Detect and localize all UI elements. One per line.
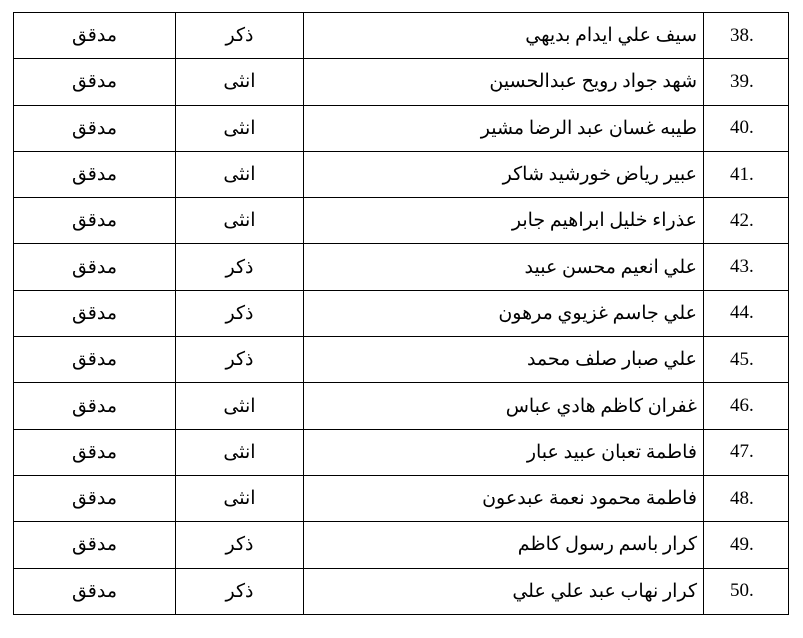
- table-row: [14, 290, 789, 336]
- row-number-cell: 44.: [704, 290, 789, 336]
- table-row: [14, 198, 789, 244]
- gender-cell: انثى: [176, 475, 304, 521]
- gender-cell: ذكر: [176, 522, 304, 568]
- table-row: [14, 59, 789, 105]
- row-number-cell: 47.: [704, 429, 789, 475]
- role-cell: مدقق: [14, 290, 176, 336]
- table-row: [14, 151, 789, 197]
- row-number-cell: 42.: [704, 198, 789, 244]
- name-cell: غفران كاظم هادي عباس: [304, 383, 704, 429]
- role-cell: مدقق: [14, 522, 176, 568]
- table-row: [14, 105, 789, 151]
- role-cell: مدقق: [14, 568, 176, 614]
- row-number-cell: 38.: [704, 13, 789, 59]
- row-number-cell: 40.: [704, 105, 789, 151]
- row-number-cell: 45.: [704, 337, 789, 383]
- table-row: [14, 13, 789, 59]
- name-cell: علي جاسم غزيوي مرهون: [304, 290, 704, 336]
- name-cell: شهد جواد رويح عبدالحسين: [304, 59, 704, 105]
- table-row: [14, 429, 789, 475]
- role-cell: مدقق: [14, 337, 176, 383]
- table-row: [14, 244, 789, 290]
- gender-cell: انثى: [176, 429, 304, 475]
- name-cell: كرار نهاب عبد علي علي: [304, 568, 704, 614]
- gender-cell: ذكر: [176, 13, 304, 59]
- gender-cell: انثى: [176, 383, 304, 429]
- table-row: [14, 568, 789, 614]
- names-table: [13, 12, 789, 615]
- row-number-cell: 49.: [704, 522, 789, 568]
- role-cell: مدقق: [14, 59, 176, 105]
- role-cell: مدقق: [14, 429, 176, 475]
- gender-cell: ذكر: [176, 337, 304, 383]
- table-row: [14, 475, 789, 521]
- gender-cell: انثى: [176, 59, 304, 105]
- names-table-body: [14, 13, 789, 615]
- gender-cell: انثى: [176, 198, 304, 244]
- gender-cell: انثى: [176, 151, 304, 197]
- row-number-cell: 43.: [704, 244, 789, 290]
- row-number-cell: 48.: [704, 475, 789, 521]
- row-number-cell: 39.: [704, 59, 789, 105]
- table-row: [14, 383, 789, 429]
- name-cell: كرار باسم رسول كاظم: [304, 522, 704, 568]
- gender-cell: ذكر: [176, 568, 304, 614]
- name-cell: طيبه غسان عبد الرضا مشير: [304, 105, 704, 151]
- role-cell: مدقق: [14, 198, 176, 244]
- row-number-cell: 46.: [704, 383, 789, 429]
- name-cell: عذراء خليل ابراهيم جابر: [304, 198, 704, 244]
- role-cell: مدقق: [14, 151, 176, 197]
- role-cell: مدقق: [14, 475, 176, 521]
- row-number-cell: 50.: [704, 568, 789, 614]
- row-number-cell: 41.: [704, 151, 789, 197]
- name-cell: علي انعيم محسن عبيد: [304, 244, 704, 290]
- document-page: [13, 12, 788, 615]
- name-cell: سيف علي ايدام بديهي: [304, 13, 704, 59]
- name-cell: علي صبار صلف محمد: [304, 337, 704, 383]
- name-cell: فاطمة محمود نعمة عبدعون: [304, 475, 704, 521]
- name-cell: فاطمة تعبان عبيد عبار: [304, 429, 704, 475]
- role-cell: مدقق: [14, 105, 176, 151]
- table-row: [14, 522, 789, 568]
- role-cell: مدقق: [14, 13, 176, 59]
- name-cell: عبير رياض خورشيد شاكر: [304, 151, 704, 197]
- role-cell: مدقق: [14, 383, 176, 429]
- gender-cell: ذكر: [176, 244, 304, 290]
- gender-cell: انثى: [176, 105, 304, 151]
- gender-cell: ذكر: [176, 290, 304, 336]
- role-cell: مدقق: [14, 244, 176, 290]
- table-row: [14, 337, 789, 383]
